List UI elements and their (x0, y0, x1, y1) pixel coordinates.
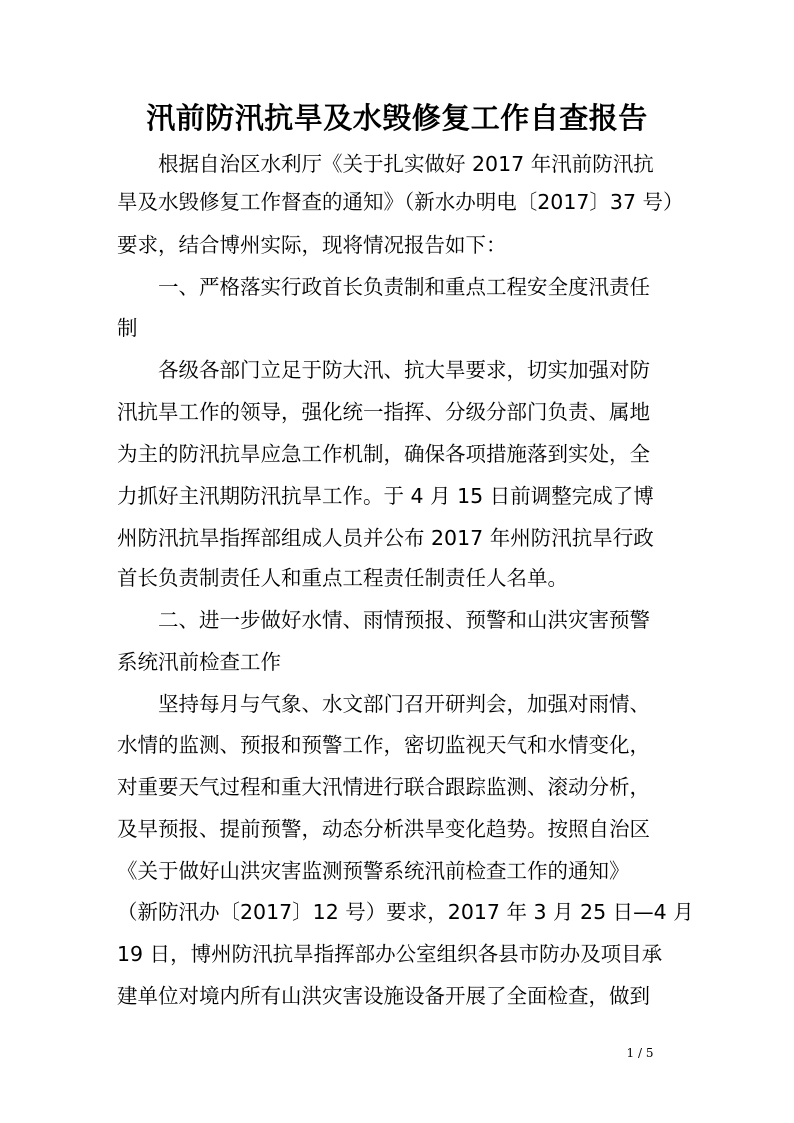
paragraph-line: 根据自治区水利厅《关于扎实做好 2017 年汛前防汛抗 (158, 152, 654, 176)
paragraph-line: 《关于做好山洪灾害监测预警系统汛前检查工作的通知》 (117, 859, 630, 883)
paragraph-line: 对重要天气过程和重大汛情进行联合跟踪监测、滚动分析， (117, 775, 650, 799)
paragraph-line: 建单位对境内所有山洪灾害设施设备开展了全面检查，做到 (117, 984, 650, 1008)
document-title: 汛前防汛抗旱及水毁修复工作自查报告 (146, 101, 648, 135)
paragraph-line: 力抓好主汛期防汛抗旱工作。于 4 月 15 日前调整完成了博 (117, 484, 654, 508)
section-heading-line: 制 (117, 316, 138, 340)
paragraph-line: 旱及水毁修复工作督查的通知》（新水办明电〔2017〕37 号） (117, 190, 684, 214)
section-heading-line: 二、进一步做好水情、雨情预报、预警和山洪灾害预警 (158, 608, 650, 632)
paragraph-line: 州防汛抗旱指挥部组成人员并公布 2017 年州防汛抗旱行政 (117, 526, 654, 550)
paragraph-line: 汛抗旱工作的领导，强化统一指挥、分级分部门负责、属地 (117, 400, 650, 424)
paragraph-line: 坚持每月与气象、水文部门召开研判会，加强对雨情、 (158, 692, 650, 716)
paragraph-line: 及早预报、提前预警，动态分析洪旱变化趋势。按照自治区 (117, 817, 650, 841)
paragraph-line: 为主的防汛抗旱应急工作机制，确保各项措施落到实处，全 (117, 442, 650, 466)
paragraph-line: （新防汛办〔2017〕12 号）要求，2017 年 3 月 25 日—4 月 (117, 900, 694, 924)
paragraph-line: 首长负责制责任人和重点工程责任制责任人名单。 (117, 566, 568, 590)
paragraph-line: 19 日，博州防汛抗旱指挥部办公室组织各县市防办及项目承 (117, 942, 663, 966)
section-heading-line: 一、严格落实行政首长负责制和重点工程安全度汛责任 (158, 275, 650, 299)
paragraph-line: 水情的监测、预报和预警工作，密切监视天气和水情变化， (117, 733, 650, 757)
section-heading-line: 系统汛前检查工作 (117, 650, 281, 674)
page-number: 1 / 5 (626, 1046, 654, 1060)
paragraph-line: 要求，结合博州实际，现将情况报告如下： (117, 233, 507, 257)
paragraph-line: 各级各部门立足于防大汛、抗大旱要求，切实加强对防 (158, 358, 650, 382)
